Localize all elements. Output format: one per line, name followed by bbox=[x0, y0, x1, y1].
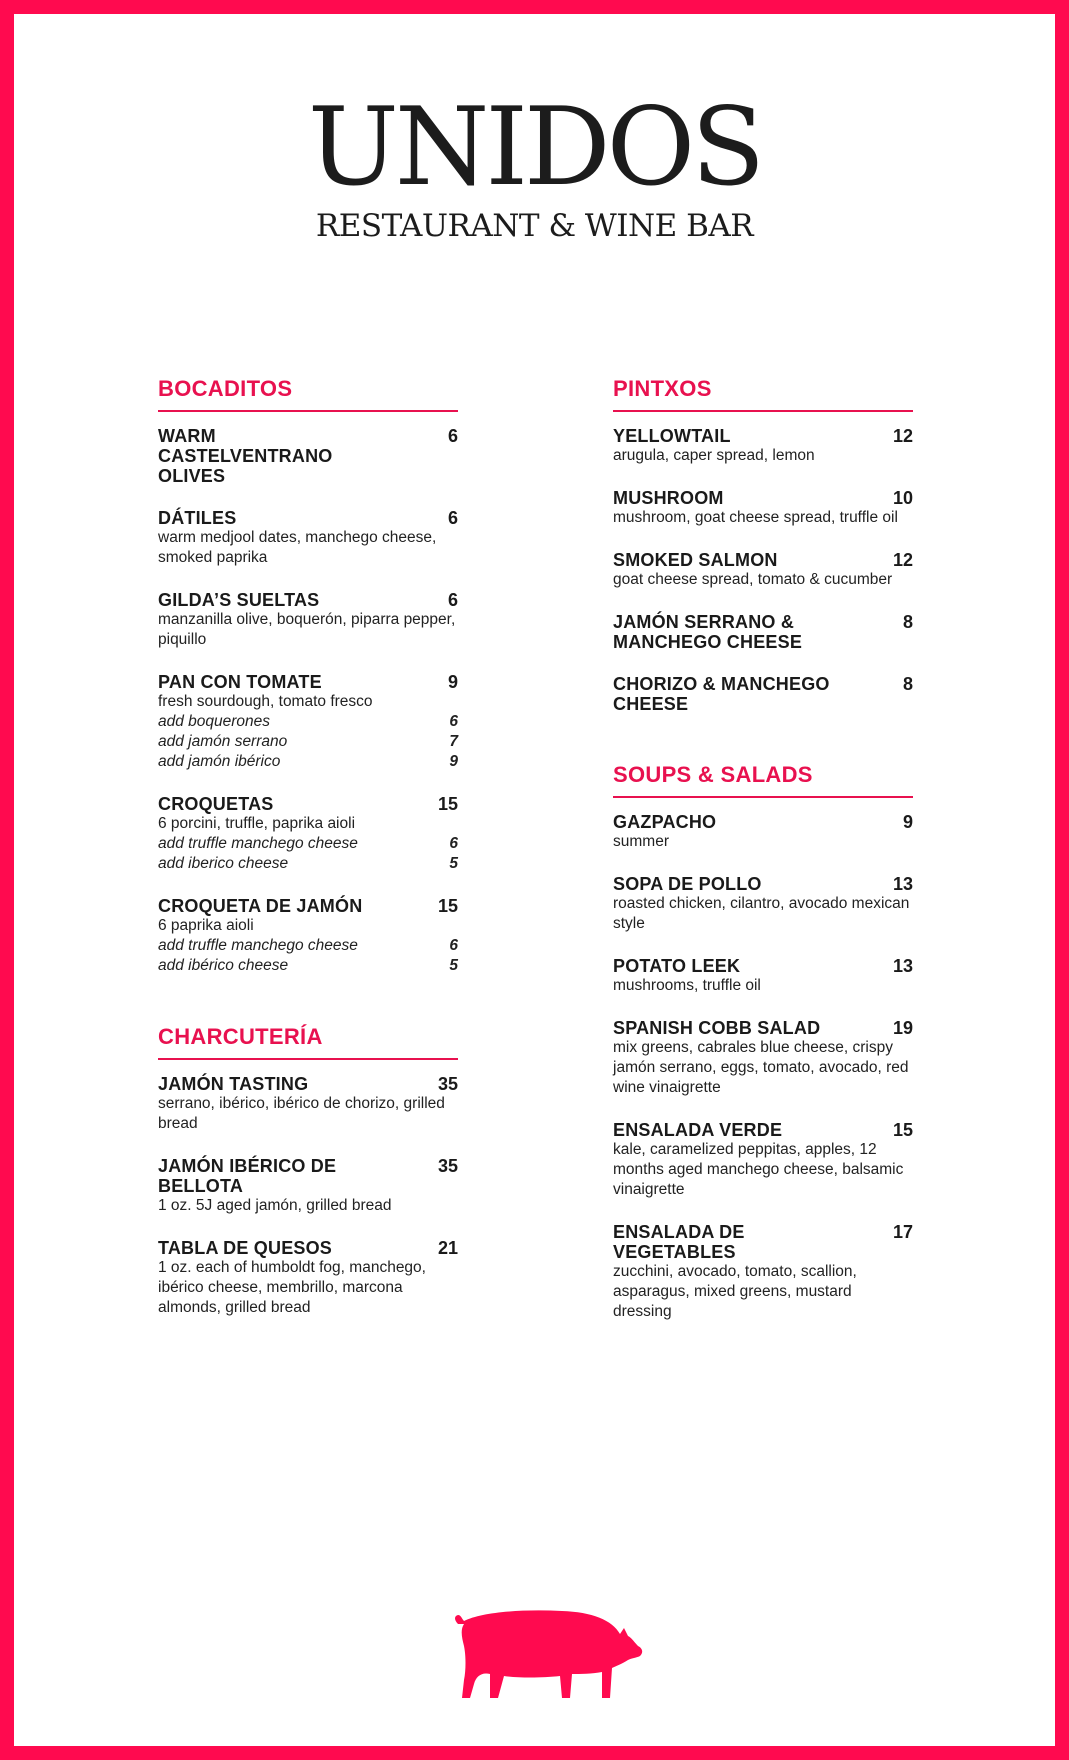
addon-price: 5 bbox=[449, 957, 458, 974]
menu-item-yellowtail bbox=[613, 426, 913, 466]
menu-item-pan-con-tomate bbox=[158, 672, 458, 772]
item-price: 10 bbox=[892, 488, 913, 508]
item-name: PAN CON TOMATE bbox=[158, 672, 322, 692]
addon-price: 6 bbox=[449, 937, 458, 954]
item-name: CROQUETA DE JAMÓN bbox=[158, 896, 363, 916]
item-price: 6 bbox=[447, 508, 458, 528]
item-addon bbox=[158, 752, 458, 772]
item-name: MUSHROOM bbox=[613, 488, 724, 508]
item-name: JAMÓN IBÉRICO DE BELLOTA bbox=[158, 1156, 337, 1196]
menu-item-mushroom bbox=[613, 488, 913, 528]
item-description: 1 oz. each of humboldt fog, manchego, ibérico cheese, membrillo, marcona almonds, grilled bread bbox=[158, 1259, 426, 1316]
left-column bbox=[158, 376, 458, 1366]
addon-price: 6 bbox=[449, 713, 458, 730]
menu-item-ensalada-de-vegetables bbox=[613, 1222, 913, 1322]
menu-item-jamon-tasting bbox=[158, 1074, 458, 1134]
item-description: 1 oz. 5J aged jamón, grilled bread bbox=[158, 1197, 392, 1214]
item-price: 8 bbox=[902, 612, 913, 632]
item-name: ENSALADA DE VEGETABLES bbox=[613, 1222, 745, 1262]
menu-item-smoked-salmon bbox=[613, 550, 913, 590]
item-name: SOPA DE POLLO bbox=[613, 874, 762, 894]
item-price: 6 bbox=[447, 590, 458, 610]
addon-price: 9 bbox=[449, 753, 458, 770]
menu-item-croquetas bbox=[158, 794, 458, 874]
item-price: 19 bbox=[892, 1018, 913, 1038]
menu-item-warm-castelventrano-olives bbox=[158, 426, 458, 486]
item-name: POTATO LEEK bbox=[613, 956, 741, 976]
item-description: manzanilla olive, boquerón, piparra pepper, piquillo bbox=[158, 611, 456, 648]
item-description: arugula, caper spread, lemon bbox=[613, 447, 815, 464]
menu-item-gilda-s-sueltas bbox=[158, 590, 458, 650]
section-soups-salads bbox=[613, 762, 913, 1322]
section-pintxos bbox=[613, 376, 913, 714]
menu-item-sopa-de-pollo bbox=[613, 874, 913, 934]
menu-item-tabla-de-quesos bbox=[158, 1238, 458, 1318]
section-title: CHARCUTERÍA bbox=[158, 1024, 458, 1060]
section-title: PINTXOS bbox=[613, 376, 913, 412]
item-name: CHORIZO & MANCHEGO CHEESE bbox=[613, 674, 830, 714]
item-addon bbox=[158, 712, 458, 732]
menu-item-spanish-cobb-salad bbox=[613, 1018, 913, 1098]
item-price: 9 bbox=[902, 812, 913, 832]
item-name: CROQUETAS bbox=[158, 794, 274, 814]
item-price: 12 bbox=[892, 426, 913, 446]
item-name: ENSALADA VERDE bbox=[613, 1120, 783, 1140]
item-name: TABLA DE QUESOS bbox=[158, 1238, 333, 1258]
menu-item-potato-leek bbox=[613, 956, 913, 996]
item-price: 17 bbox=[892, 1222, 913, 1242]
menu-item-ensalada-verde bbox=[613, 1120, 913, 1200]
section-bocaditos bbox=[158, 376, 458, 976]
item-name: JAMÓN SERRANO & MANCHEGO CHEESE bbox=[613, 612, 803, 652]
menu-item-chorizo-manchego-cheese bbox=[613, 674, 913, 714]
addon-price: 5 bbox=[449, 855, 458, 872]
item-price: 15 bbox=[437, 896, 458, 916]
item-name: DÁTILES bbox=[158, 508, 237, 528]
addon-label: add ibérico cheese bbox=[158, 957, 289, 974]
addon-price: 7 bbox=[449, 733, 458, 750]
item-description: fresh sourdough, tomato fresco bbox=[158, 693, 373, 710]
item-name: SMOKED SALMON bbox=[613, 550, 778, 570]
item-price: 13 bbox=[892, 874, 913, 894]
item-price: 15 bbox=[892, 1120, 913, 1140]
item-description: zucchini, avocado, tomato, scallion, asparagus, mixed greens, mustard dressing bbox=[613, 1263, 857, 1320]
right-column bbox=[613, 376, 913, 1370]
section-title: SOUPS & SALADS bbox=[613, 762, 913, 798]
item-price: 35 bbox=[437, 1074, 458, 1094]
addon-price: 6 bbox=[449, 835, 458, 852]
menu-item-datiles bbox=[158, 508, 458, 568]
addon-label: add truffle manchego cheese bbox=[158, 835, 358, 852]
item-name: JAMÓN TASTING bbox=[158, 1074, 309, 1094]
section-title: BOCADITOS bbox=[158, 376, 458, 412]
menu-item-gazpacho bbox=[613, 812, 913, 852]
item-description: 6 paprika aioli bbox=[158, 917, 254, 934]
item-price: 21 bbox=[437, 1238, 458, 1258]
item-description: roasted chicken, cilantro, avocado mexican style bbox=[613, 895, 910, 932]
item-price: 9 bbox=[447, 672, 458, 692]
addon-label: add iberico cheese bbox=[158, 855, 289, 872]
menu-item-croqueta-de-jamon bbox=[158, 896, 458, 976]
item-addon bbox=[158, 956, 458, 976]
item-price: 8 bbox=[902, 674, 913, 694]
item-description: mushroom, goat cheese spread, truffle oil bbox=[613, 509, 898, 526]
item-description: warm medjool dates, manchego cheese, smoked paprika bbox=[158, 529, 437, 566]
item-price: 35 bbox=[437, 1156, 458, 1176]
item-addon bbox=[158, 732, 458, 752]
addon-label: add jamón ibérico bbox=[158, 753, 281, 770]
item-description: 6 porcini, truffle, paprika aioli bbox=[158, 815, 356, 832]
item-description: mix greens, cabrales blue cheese, crispy jamón serrano, eggs, tomato, avocado, red wine vinaigrette bbox=[613, 1039, 909, 1096]
menu-item-jamon-serrano-manchego-cheese bbox=[613, 612, 913, 652]
item-description: kale, caramelized peppitas, apples, 12 months aged manchego cheese, balsamic vinaigrette bbox=[613, 1141, 904, 1198]
item-name: GILDA’S SUELTAS bbox=[158, 590, 320, 610]
addon-label: add truffle manchego cheese bbox=[158, 937, 358, 954]
item-name: YELLOWTAIL bbox=[613, 426, 731, 446]
item-price: 6 bbox=[447, 426, 458, 446]
restaurant-tagline: RESTAURANT & WINE BAR bbox=[315, 208, 754, 244]
menu-item-jamon-iberico-de-bellota bbox=[158, 1156, 458, 1216]
item-description: mushrooms, truffle oil bbox=[613, 977, 761, 994]
item-addon bbox=[158, 936, 458, 956]
item-name: SPANISH COBB SALAD bbox=[613, 1018, 821, 1038]
item-addon bbox=[158, 834, 458, 854]
section-charcuteria bbox=[158, 1024, 458, 1318]
item-price: 13 bbox=[892, 956, 913, 976]
pig-icon bbox=[452, 1606, 646, 1706]
menu-header bbox=[14, 85, 1055, 244]
item-name: GAZPACHO bbox=[613, 812, 717, 832]
item-description: goat cheese spread, tomato & cucumber bbox=[613, 571, 893, 588]
item-price: 15 bbox=[437, 794, 458, 814]
addon-label: add boquerones bbox=[158, 713, 271, 730]
item-description: serrano, ibérico, ibérico de chorizo, grilled bread bbox=[158, 1095, 445, 1132]
addon-label: add jamón serrano bbox=[158, 733, 288, 750]
item-name: WARM CASTELVENTRANO OLIVES bbox=[158, 426, 333, 486]
item-price: 12 bbox=[892, 550, 913, 570]
item-description: summer bbox=[613, 833, 669, 850]
restaurant-name: UNIDOS bbox=[307, 85, 762, 210]
item-addon bbox=[158, 854, 458, 874]
